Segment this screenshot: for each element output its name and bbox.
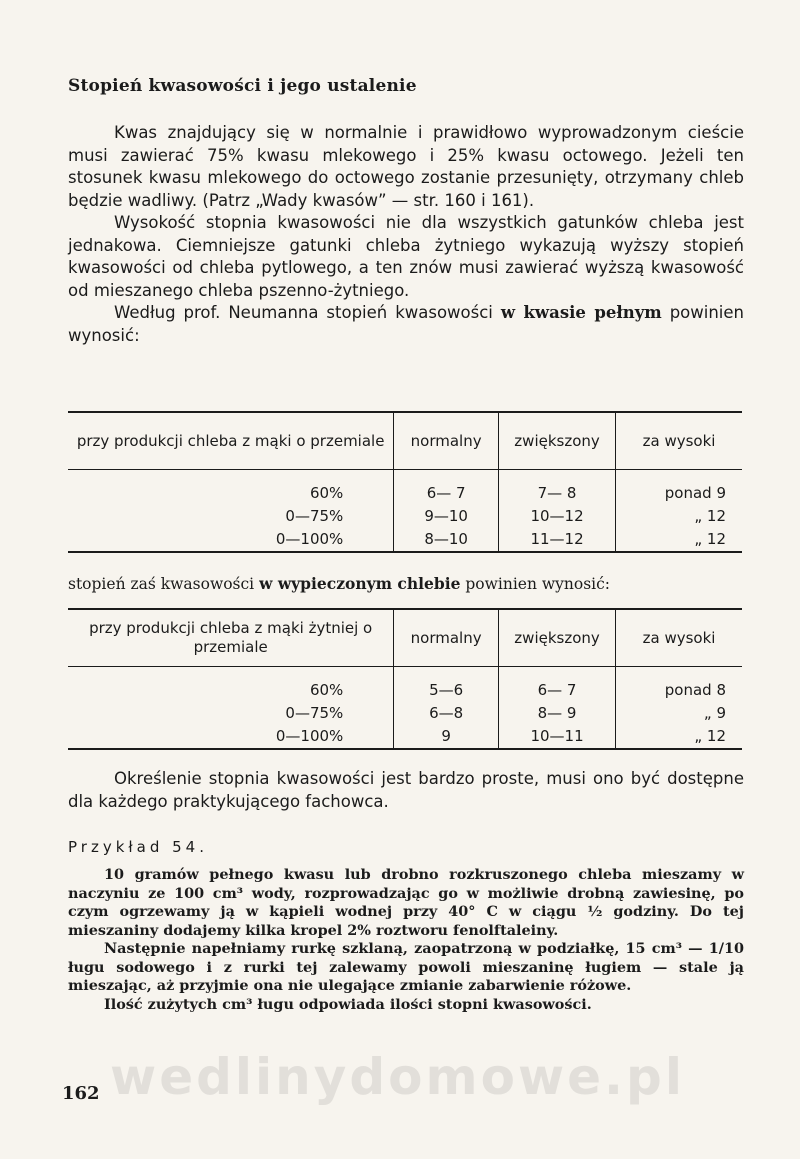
header-increased: zwiększony	[498, 609, 615, 667]
cell-increased: 10—12	[498, 505, 615, 528]
example-label: Przykład 54.	[68, 838, 208, 856]
watermark: wedlinydomowe.pl	[110, 1048, 685, 1106]
cell-too-high: „ 9	[616, 702, 742, 725]
acidity-table-baked-bread	[68, 608, 742, 750]
example-paragraph-2: Następnie napełniamy rurkę szklaną, zaopatrzoną w podziałkę, 15 cm³ — 1/10 ługu sodowego i z rurki tej zalewamy powoli mieszaninę ługiem — stale ją mieszając, aż przyjmie ona nie ulegające zmianie zabarwienie różowe.	[68, 940, 744, 994]
closing-text	[68, 768, 744, 813]
section-heading: Stopień kwasowości i jego ustalenie	[68, 76, 417, 96]
table-header-row	[68, 609, 742, 667]
paragraph-neumann-end: powinien wynosić:	[68, 303, 744, 345]
header-too-high: za wysoki	[616, 609, 742, 667]
acidity-table-full-sour	[68, 411, 742, 553]
cell-milling: 0—75%	[285, 507, 344, 525]
table-row	[68, 470, 742, 506]
paragraph-ratio: Kwas znajdujący się w normalnie i prawidłowo wyprowadzonym cieście musi zawierać 75% kwasu mlekowego i 25% kwasu octowego. Jeżeli ten stosunek kwasu mlekowego do octowego zostanie przesunięty, otrzymany chleb będzie wadliwy. (Patrz „Wady kwasów” — str. 160 i 161).	[68, 123, 744, 210]
cell-too-high: ponad 9	[616, 470, 742, 506]
header-milling: przy produkcji chleba z mąki o przemiale	[68, 412, 394, 470]
cell-increased: 8— 9	[498, 702, 615, 725]
example-text	[68, 866, 744, 1014]
table-row	[68, 725, 742, 749]
header-normal: normalny	[394, 609, 499, 667]
cell-normal: 8—10	[394, 528, 499, 552]
page-number: 162	[62, 1083, 100, 1104]
paragraph-neumann	[68, 302, 744, 347]
table-header-row	[68, 412, 742, 470]
cell-milling: 60%	[309, 681, 344, 699]
cell-increased: 7— 8	[498, 470, 615, 506]
cell-too-high: ponad 8	[616, 667, 742, 703]
example-paragraph-3: Ilość zużytych cm³ ługu odpowiada ilości stopni kwasowości.	[104, 995, 592, 1013]
cell-normal: 5—6	[394, 667, 499, 703]
cell-milling: 0—100%	[68, 528, 394, 552]
cell-too-high: „ 12	[616, 725, 742, 749]
between-start: stopień zaś kwasowości	[68, 575, 260, 593]
cell-too-high: „ 12	[616, 528, 742, 552]
intro-text	[68, 122, 744, 347]
between-bold: w wypieczonym chlebie	[259, 574, 461, 593]
cell-increased: 10—11	[498, 725, 615, 749]
cell-too-high: „ 12	[616, 505, 742, 528]
table-row	[68, 505, 742, 528]
table-row	[68, 528, 742, 552]
cell-milling: 60%	[309, 484, 344, 502]
paragraph-neumann-bold: w kwasie pełnym	[500, 303, 662, 322]
cell-increased: 11—12	[498, 528, 615, 552]
table-row	[68, 702, 742, 725]
example-paragraph-1: 10 gramów pełnego kwasu lub drobno rozkruszonego chleba mieszamy w naczyniu ze 100 cm³ wody, rozprowadzając go w możliwie drobną zawiesinę, po czym ogrzewamy ją w kąpieli wodnej przy 40° C w ciągu ½ godziny. Do tej mieszaniny dodajemy kilka kropel 2% roztworu fenolftaleiny.	[68, 866, 744, 939]
cell-increased: 6— 7	[498, 667, 615, 703]
paragraph-neumann-start: Według prof. Neumanna stopień kwasowości	[114, 303, 501, 322]
header-too-high: za wysoki	[616, 412, 742, 470]
cell-normal: 6—8	[394, 702, 499, 725]
header-milling: przy produkcji chleba z mąki żytniej o przemiale	[68, 609, 394, 667]
cell-normal: 9	[394, 725, 499, 749]
table-row	[68, 667, 742, 703]
cell-normal: 9—10	[394, 505, 499, 528]
header-increased: zwiększony	[498, 412, 615, 470]
paragraph-acidity-levels: Wysokość stopnia kwasowości nie dla wszystkich gatunków chleba jest jednakowa. Ciemniejsze gatunki chleba żytniego wykazują wyższy stopień kwasowości od chleba pytlowego, a ten znów musi zawierać wyższą kwasowość od mieszanego chleba pszenno-żytniego.	[68, 213, 744, 300]
between-tables-text	[68, 574, 610, 593]
paragraph-closing: Określenie stopnia kwasowości jest bardzo proste, musi ono być dostępne dla każdego praktykującego fachowca.	[68, 769, 744, 811]
between-end: powinien wynosić:	[460, 575, 611, 593]
cell-milling: 0—75%	[285, 704, 344, 722]
cell-milling: 0—100%	[68, 725, 394, 749]
header-normal: normalny	[394, 412, 499, 470]
cell-normal: 6— 7	[394, 470, 499, 506]
